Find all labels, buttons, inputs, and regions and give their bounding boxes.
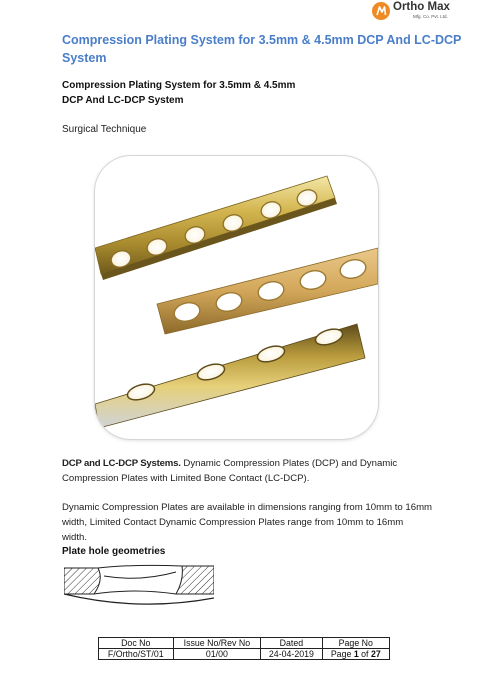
header-doc-no: Doc No [99,638,174,649]
plate-3 [95,324,365,428]
dimensions-line-2: width, Limited Contact Dynamic Compression Plates range from 10mm to 16mm [62,517,404,528]
plate-hole-geometries-heading: Plate hole geometries [62,546,166,557]
table-header-row [99,638,390,649]
plate-1 [95,176,337,280]
dcp-line-1-rest: Dynamic Compression Plates (DCP) and Dynamic [180,458,398,469]
page-prefix: Page [330,649,354,659]
logo-mark-icon [371,1,391,21]
dcp-description-line-2: Compression Plates with Limited Bone Contact (LC-DCP). [62,473,310,484]
subtitle-line-1: Compression Plating System for 3.5mm & 4.5mm [62,80,296,91]
table-value-row [99,649,390,660]
compression-plates-image [95,156,378,439]
dcp-description [62,456,452,486]
logo-subtitle: Mfg. Co. Pvt. Ltd. [413,14,448,19]
subtitle-line-2: DCP And LC-DCP System [62,95,184,106]
dcp-description-line-1 [62,456,452,471]
company-logo [371,1,481,21]
document-title: Compression Plating System for 3.5mm & 4.5mm DCP And LC-DCP System [62,33,462,65]
issue-no-value: 01/00 [173,649,261,660]
page-no-value [322,649,389,660]
dimensions-description [62,500,452,545]
dcp-lead-text: DCP and LC-DCP Systems. [62,458,181,469]
page-total: 27 [370,649,381,659]
document-subtitle [62,78,362,108]
header-issue-no: Issue No/Rev No [173,638,261,649]
page-of: of [358,649,371,659]
plate-hole-geometry-diagram [64,562,214,612]
document-control-table [98,637,390,660]
logo-name: Ortho Max [393,1,450,13]
doc-no-value: F/Ortho/ST/01 [99,649,174,660]
dated-value: 24-04-2019 [261,649,322,660]
plates-photo [95,156,378,439]
header-page-no: Page No [322,638,389,649]
dimensions-line-3: width. [62,532,88,543]
dimensions-line-1: Dynamic Compression Plates are available in dimensions ranging from 10mm to 16mm [62,502,433,513]
header-dated: Dated [261,638,322,649]
surgical-technique-label: Surgical Technique [62,124,147,135]
plate-2 [157,248,378,334]
page-current: 1 [353,649,359,659]
